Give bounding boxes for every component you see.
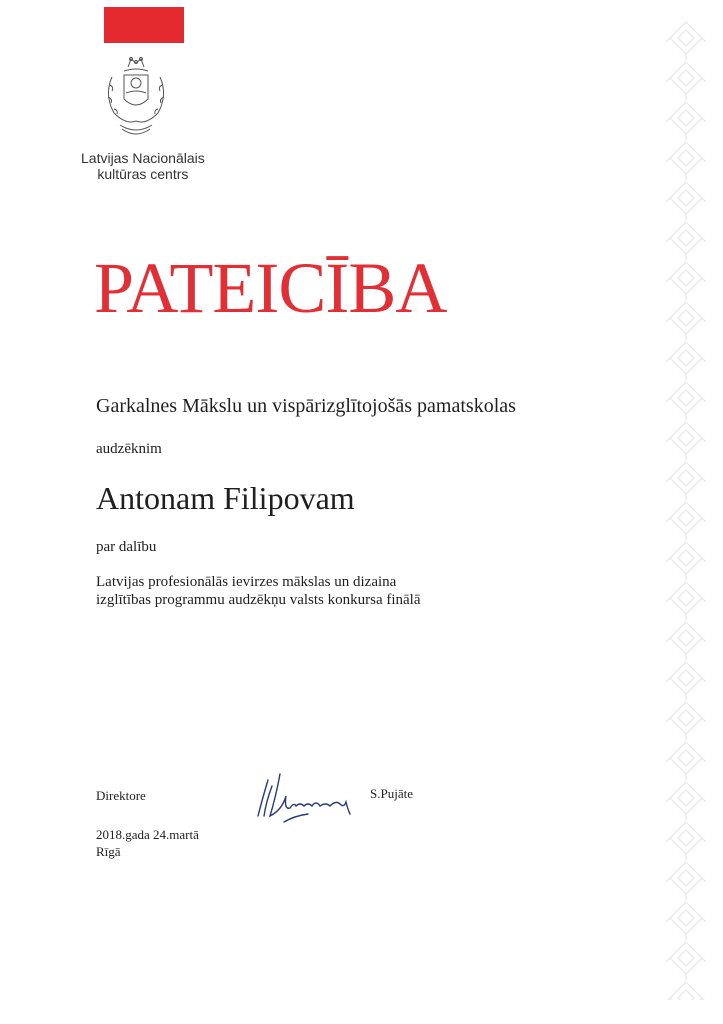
participation-label: par dalību [96,539,157,555]
role-label: audzēknim [96,441,162,457]
description-line-1: Latvijas profesionālās ievirzes mākslas un dizaina [96,574,397,590]
date-place [96,826,199,860]
signatory-name: S.Pujāte [370,786,413,801]
signatory-position: Direktore [96,788,146,803]
org-line-1: Latvijas Nacionālais [81,150,205,166]
red-accent-bar [104,7,184,43]
place: Rīgā [96,844,121,859]
description-line-2: izglītības programmu audzēkņu valsts konkursa finālā [96,592,421,608]
description [96,573,421,609]
ornament-border [666,20,706,1000]
school-name: Garkalnes Mākslu un vispārizglītojošās pamatskolas [96,395,516,417]
handwritten-signature [250,766,360,836]
organization-name [81,150,205,182]
org-line-2: kultūras centrs [97,166,189,182]
coat-of-arms-icon [100,55,172,141]
certificate-title: PATEICĪBA [94,248,447,328]
date: 2018.gada 24.martā [96,827,199,842]
recipient-name: Antonam Filipovam [96,480,355,516]
